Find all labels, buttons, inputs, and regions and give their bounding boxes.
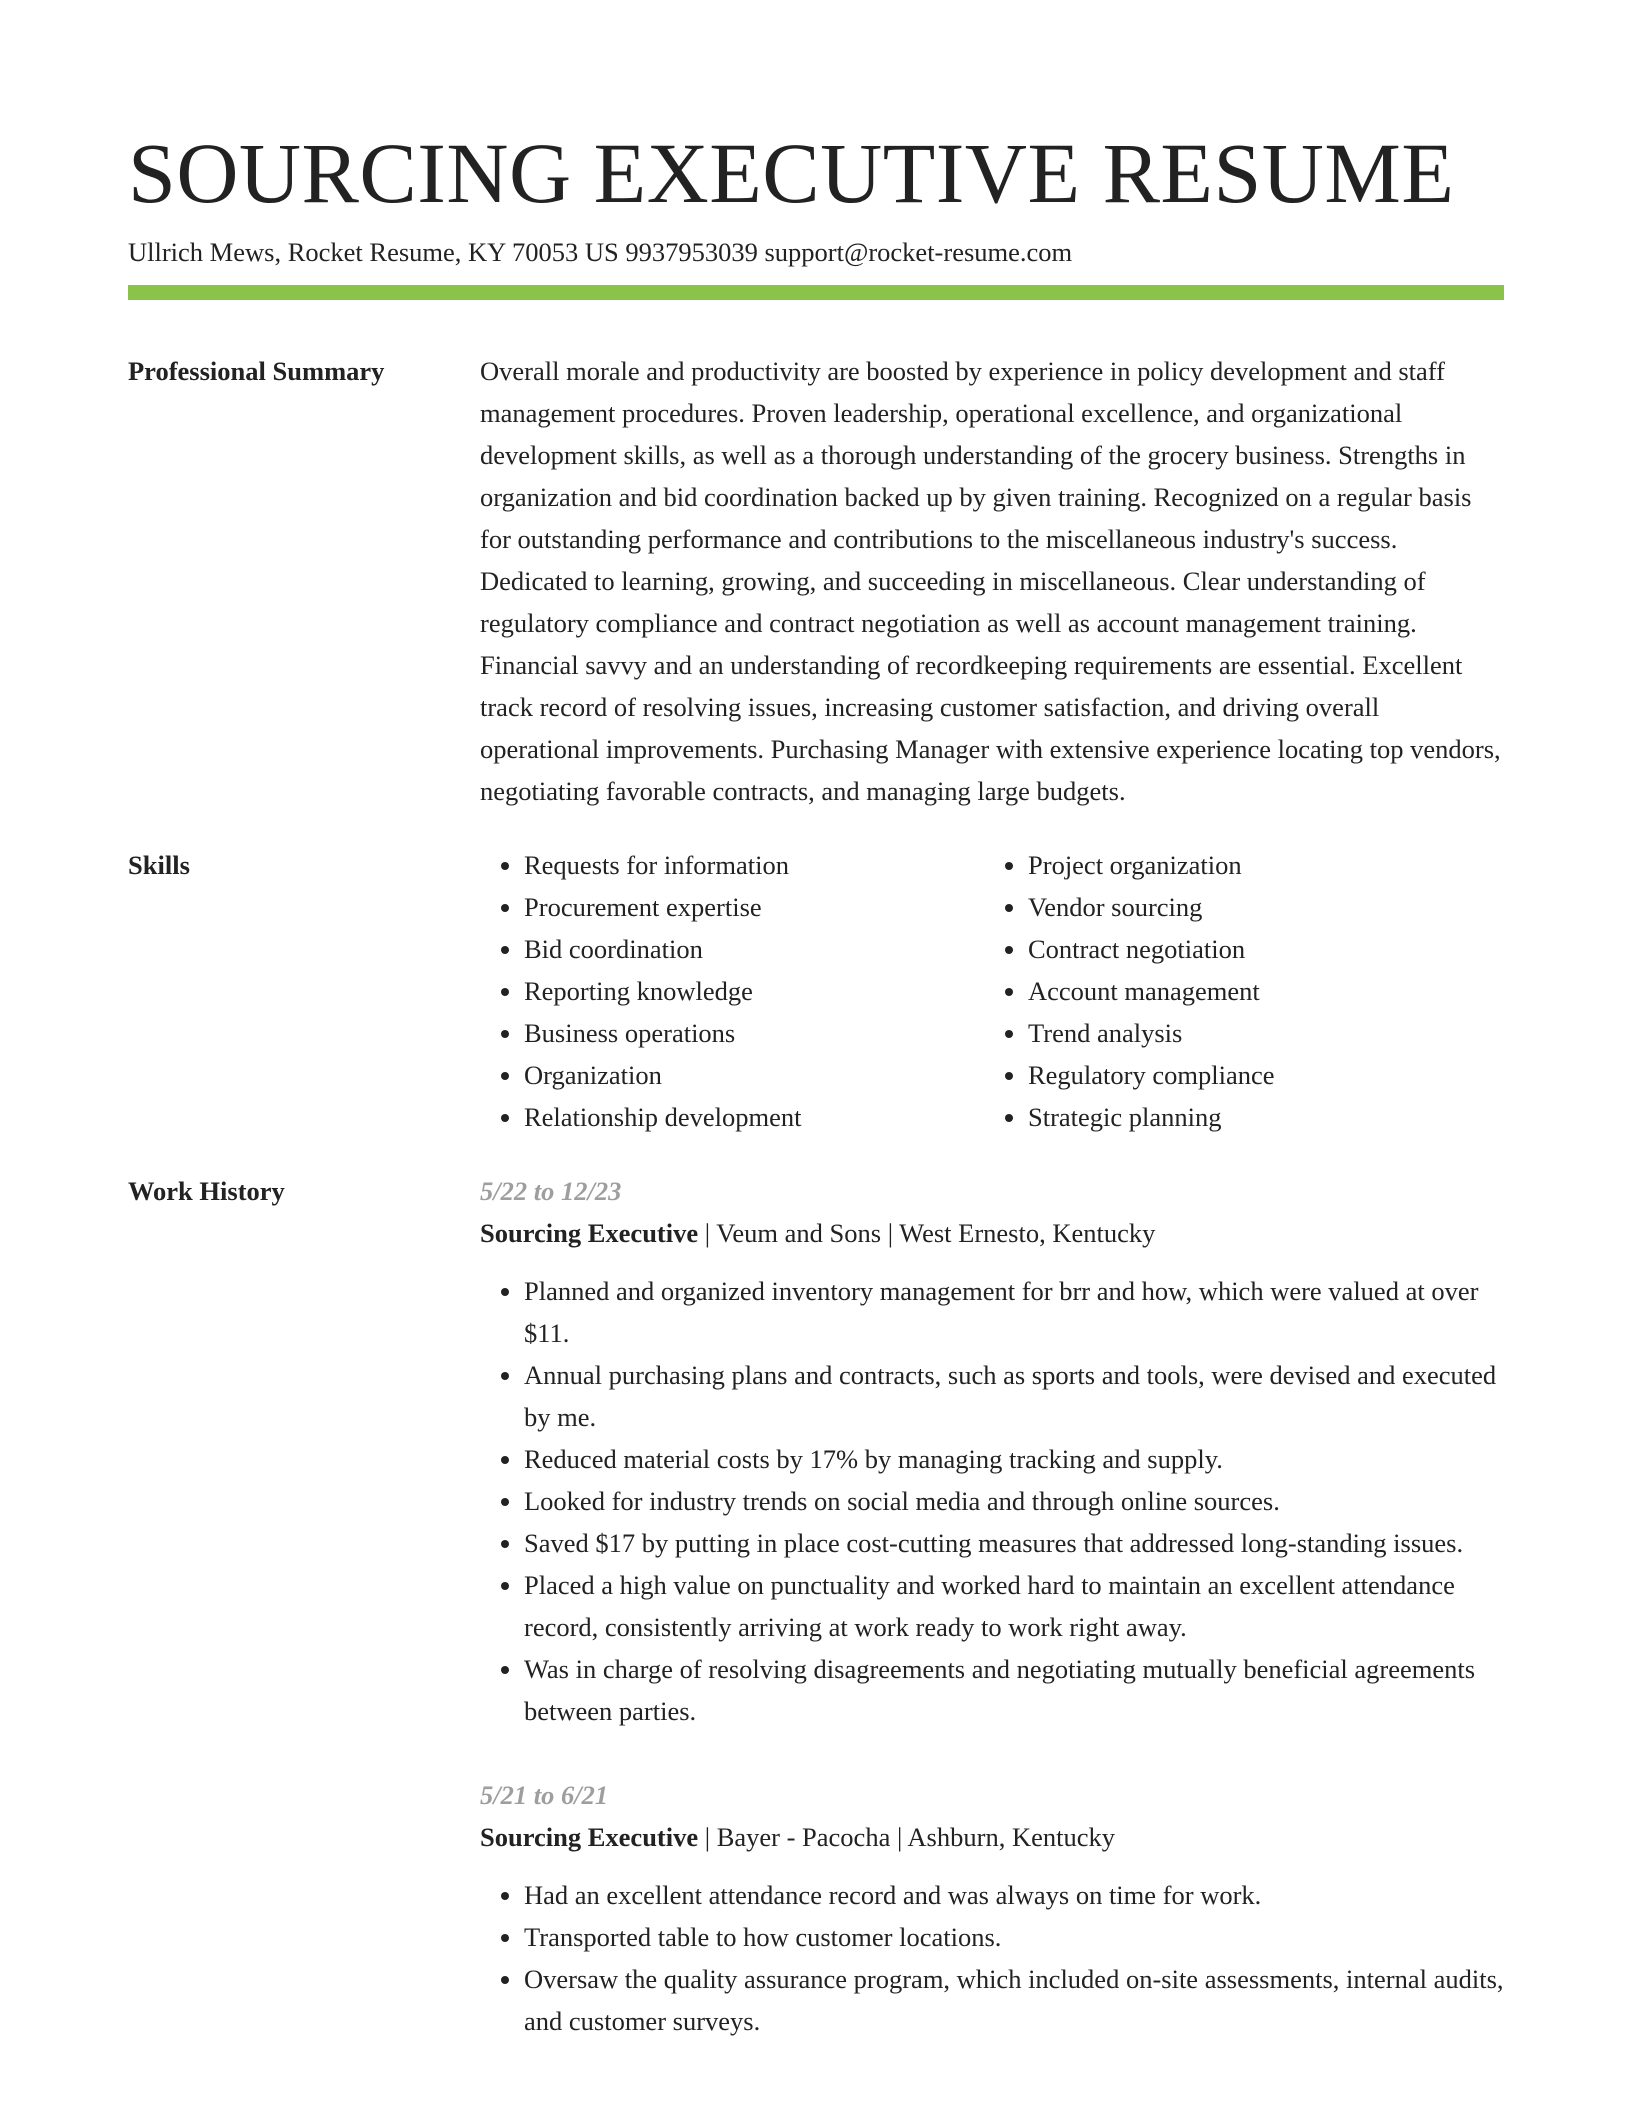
job-dates: 5/22 to 12/23 [480,1176,622,1206]
job-bullet: • Annual purchasing plans and contracts, such as sports and tools, were devised and executed by me. [524,1354,1504,1438]
summary-body [480,350,1504,812]
skill-item: • Contract negotiation [1028,928,1488,970]
job-bullet: • Planned and organized inventory management for brr and how, which were valued at over $11. [524,1270,1504,1354]
skills-list-right [984,844,1488,1138]
job-bullet: • Was in charge of resolving disagreements and negotiating mutually beneficial agreements between parties. [524,1648,1504,1732]
skills-columns [480,844,1504,1138]
job-bullets [480,1874,1504,2042]
skill-item: • Project organization [1028,844,1488,886]
skill-item: • Procurement expertise [524,886,984,928]
header-divider [128,285,1504,300]
skill-item: • Organization [524,1054,984,1096]
job-employer-location: | Bayer - Pacocha | Ashburn, Kentucky [698,1822,1115,1852]
skill-item: • Account management [1028,970,1488,1012]
job-bullets [480,1270,1504,1732]
skills-body [480,844,1504,1138]
job-title: Sourcing Executive [480,1822,699,1852]
skill-item: • Bid coordination [524,928,984,970]
skill-item: • Relationship development [524,1096,984,1138]
job-bullet: • Looked for industry trends on social media and through online sources. [524,1480,1504,1522]
skills-section [128,844,1504,1138]
skill-item: • Vendor sourcing [1028,886,1488,928]
job-bullet: • Transported table to how customer locations. [524,1916,1504,1958]
skill-item: • Trend analysis [1028,1012,1488,1054]
work-history-label: Work History [128,1176,285,1206]
summary-text: Overall morale and productivity are boosted by experience in policy development and staff management procedures. Proven leadership, operational excellence, and organizational development skills, as well as a thorough understanding of the grocery business. Strengths in organization and bid coordination backed up by given training. Recognized on a regular basis for outstanding performance and contributions to the miscellaneous industry's success. Dedicated to learning, growing, and succeeding in miscellaneous. Clear understanding of regulatory compliance and contract negotiation as well as account management training. Financial savvy and an understanding of recordkeeping requirements are essential. Excellent track record of resolving issues, increasing customer satisfaction, and driving overall operational improvements. Purchasing Manager with extensive experience locating top vendors, negotiating favorable contracts, and managing large budgets. [480,356,1501,806]
skill-item: • Regulatory compliance [1028,1054,1488,1096]
skills-label: Skills [128,850,190,880]
summary-label: Professional Summary [128,356,385,386]
skill-item: • Business operations [524,1012,984,1054]
skill-item: • Requests for information [524,844,984,886]
work-history-body [480,1170,1504,2042]
job-bullet: • Placed a high value on punctuality and worked hard to maintain an excellent attendance record, consistently arriving at work ready to work right away. [524,1564,1504,1648]
job-employer-location: | Veum and Sons | West Ernesto, Kentucky [698,1218,1156,1248]
job-heading [480,1212,1504,1254]
skill-item: • Reporting knowledge [524,970,984,1012]
job-bullet: • Oversaw the quality assurance program, which included on-site assessments, internal audits, and customer surveys. [524,1958,1504,2042]
job-title: Sourcing Executive [480,1218,699,1248]
job-entry [480,1774,1504,2042]
skills-list-left [480,844,984,1138]
skill-item: • Strategic planning [1028,1096,1488,1138]
job-bullet: • Had an excellent attendance record and was always on time for work. [524,1874,1504,1916]
job-entry [480,1170,1504,1732]
work-history-section [128,1170,1504,2042]
job-heading [480,1816,1504,1858]
job-dates: 5/21 to 6/21 [480,1780,609,1810]
resume-title: SOURCING EXECUTIVE RESUME [128,125,1455,221]
contact-line: Ullrich Mews, Rocket Resume, KY 70053 US 9937953039 support@rocket-resume.com [128,237,1073,267]
summary-section [128,350,1504,812]
job-bullet: • Saved $17 by putting in place cost-cutting measures that addressed long-standing issues. [524,1522,1504,1564]
job-bullet: • Reduced material costs by 17% by managing tracking and supply. [524,1438,1504,1480]
